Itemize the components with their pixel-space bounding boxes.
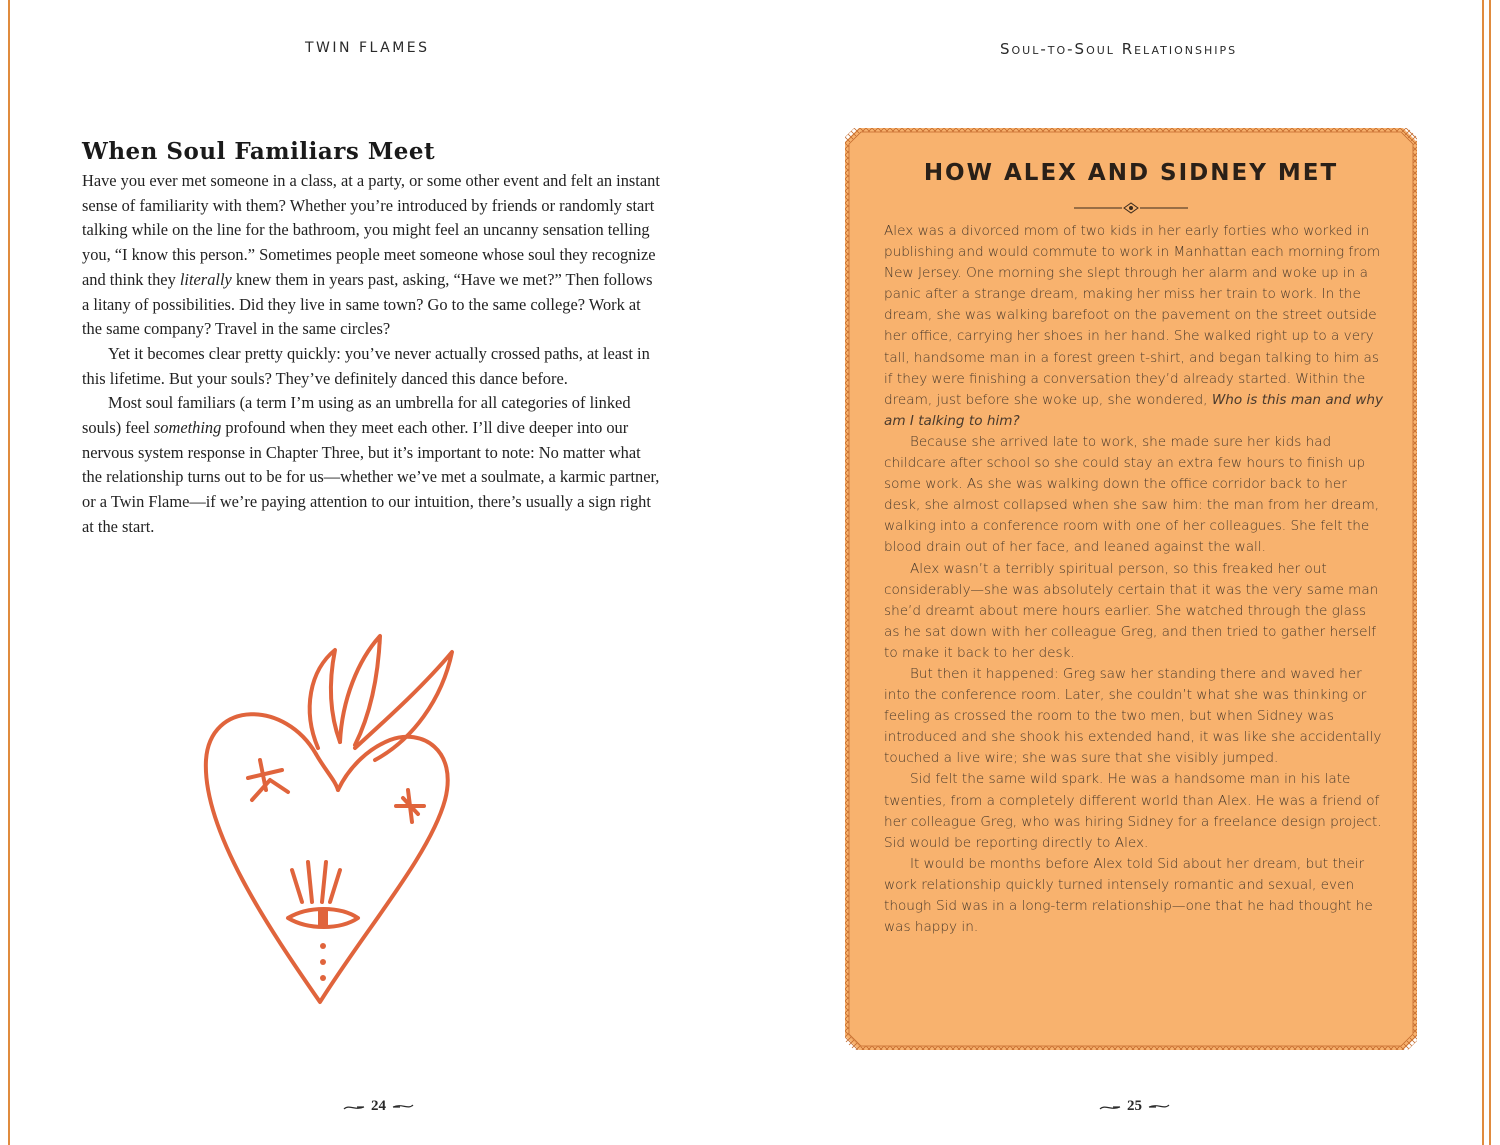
left-running-head: TWIN FLAMES — [305, 40, 430, 56]
right-page-folio — [1099, 1098, 1170, 1115]
body-paragraph-1: Have you ever met someone in a class, at a party, or some other event and felt an instant sense of familiarity with them? Whether you’re introduced by friends or randomly start talking while on the line for the bathroom, you might feel an uncanny sensation telling you, “I know this person.” Sometimes people meet someone whose soul they recognize and think they literally knew them in years past, asking, “Have we met?” Then follows a litany of possibilities. Did they live in same town? Go to the same college? Work at the same company? Travel in the same circles? — [82, 171, 660, 339]
right-running-head: Soul-to-Soul Relationships — [1000, 40, 1238, 58]
body-paragraph-2: Yet it becomes clear pretty quickly: you’ve never actually crossed paths, at least in this lifetime. But your souls? They’ve definitely danced this dance before. — [82, 343, 650, 388]
sidebar-paragraph-2: Because she arrived late to work, she made sure her kids had childcare after school so she could stay an extra few hours to finish up some work. As she was walking down the office corridor back to her desk, she almost collapsed when she saw him: the man from her dream, walking into a conference room with one of her colleagues. She felt the blood drain out of her face, and leaned against the wall. — [884, 433, 1380, 556]
page-number-24: 24 — [371, 1098, 386, 1114]
flaming-heart-illustration — [190, 630, 470, 1020]
flourish-right-icon — [392, 1102, 414, 1112]
sidebar-paragraph-3: Alex wasn’t a terribly spiritual person, so this freaked her out considerably—she was absolutely certain that it was the very same man she’d dreamt about mere hours earlier. She watched through the glass as he sat down with her colleague Greg, and then tried to gather herself to make it back to her desk. — [884, 560, 1379, 661]
right-page-edge-rule-inner — [1482, 0, 1484, 1145]
right-page-edge-rule-outer — [1489, 0, 1491, 1145]
ornament-divider-icon — [1074, 202, 1188, 214]
left-page-edge-rule — [8, 0, 10, 1145]
body-text — [82, 169, 662, 540]
page-number-25: 25 — [1127, 1098, 1142, 1114]
left-page-content — [82, 138, 662, 540]
left-page-folio — [343, 1098, 414, 1115]
sidebar-paragraph-6: It would be months before Alex told Sid about her dream, but their work relationship quickly turned intensely romantic and sexual, even though Sid was in a long-term relationship—one that he had thought he was happy in. — [884, 855, 1373, 936]
body-paragraph-3: Most soul familiars (a term I’m using as an umbrella for all categories of linked souls) feel something profound when they meet each other. I’ll dive deeper into our nervous system response in Chapter Three, but it’s important to note: No matter what the relationship turns out to be for us—whether we’ve met a soulmate, a karmic partner, or a Twin Flame—if we’re paying attention to our intuition, there’s usually a sign right at the start. — [82, 393, 660, 536]
sidebar-paragraph-5: Sid felt the same wild spark. He was a handsome man in his late twenties, from a completely different world than Alex. He was a friend of her colleague Greg, who was hiring Sidney for a freelance design project. Sid would be reporting directly to Alex. — [884, 771, 1382, 851]
flourish-left-icon — [343, 1102, 365, 1112]
sidebar-text — [884, 221, 1384, 938]
flourish-left-icon — [1099, 1102, 1121, 1112]
sidebar-paragraph-4: But then it happened: Greg saw her standing there and waved her into the conference room. Later, she couldn’t what she was thinking or feeling as crossed the room to the two men, but when Sidney was introduced and she shook his extended hand, it was like she accidentally touched a live wire; she was sure that she visibly jumped. — [884, 665, 1382, 767]
section-title: When Soul Familiars Meet — [82, 138, 436, 165]
sidebar-heading: HOW ALEX AND SIDNEY MET — [923, 160, 1339, 186]
sidebar-paragraph-1: Alex was a divorced mom of two kids in her early forties who worked in publishing and would commute to work in Manhattan each morning from New Jersey. One morning she slept through her alarm and woke up in a panic after a strange dream, making her miss her train to work. In the dream, she was walking barefoot on the pavement on the street outside her office, carrying her shoes in her hand. She walked right up to a very tall, handsome man in a forest green t-shirt, and began talking to him as if they were finishing a conversation they’d already started. Within the dream, just before she woke up, she wondered, Who is this man and why am I talking to him? — [884, 223, 1384, 429]
flourish-right-icon — [1148, 1102, 1170, 1112]
